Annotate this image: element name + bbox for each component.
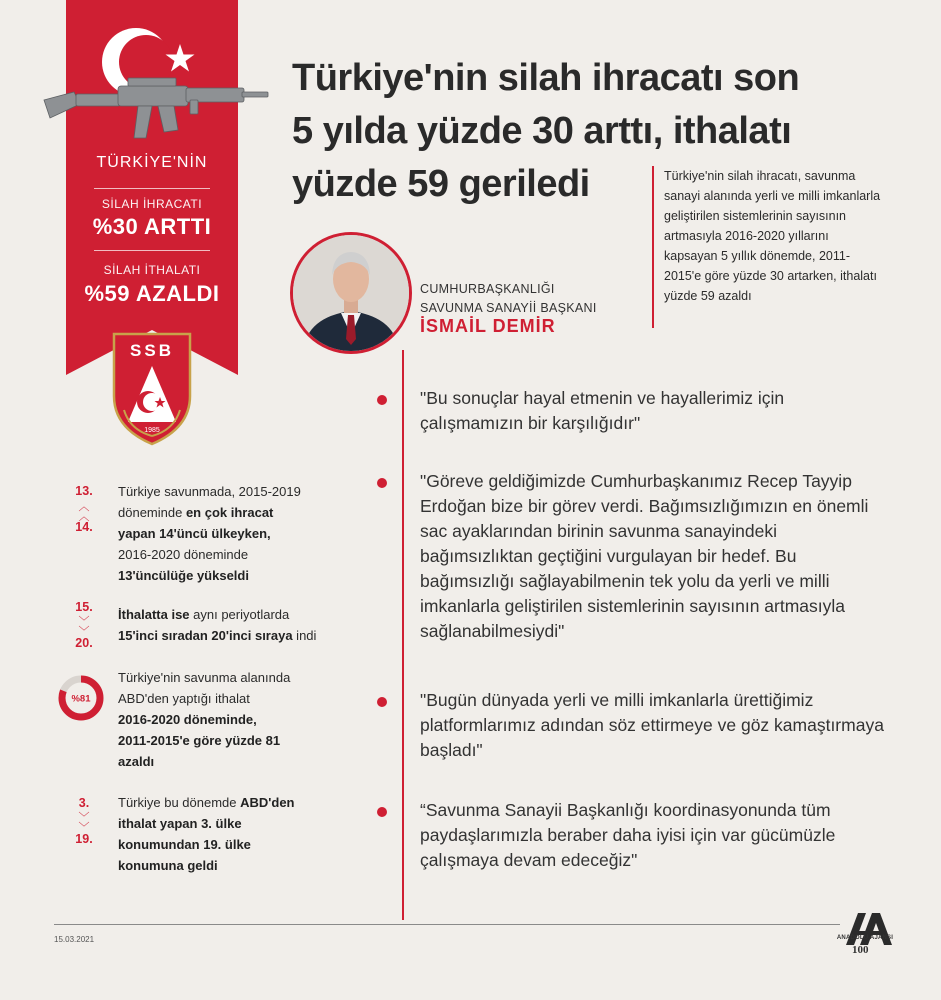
stat-emphasis: azaldı — [118, 754, 155, 769]
timeline-dot — [377, 395, 387, 405]
rifle-icon — [40, 60, 270, 155]
banner-divider — [94, 250, 210, 251]
rank-to: 20. — [75, 636, 93, 650]
double-chevron-down-icon: ﹀ ﹀ — [78, 616, 90, 638]
quote: "Göreve geldiğimizde Cumhurbaşkanımız Recep Tayyip Erdoğan bize bir görev verdi. Bağımsızlığımızın en önemli sac ayaklarından birinin savunma sanayindeki bağımsızlıktan geçtiğini vurgulayan bir hedef. Bu bağımsızlığı sağlayabilmenin tek yolu da yerli ve milli imkanlarla geliştirilen sistemlerinin sayısının artmasıyla sağlanabilmesiydi" — [420, 471, 869, 641]
person-silhouette-icon — [293, 235, 409, 351]
title-line: yüzde 59 geriledi — [292, 163, 590, 205]
stat-line — [118, 813, 358, 834]
ssb-emblem-icon — [110, 330, 194, 448]
stat-line — [118, 709, 358, 730]
stat-fragment: Türkiye bu dönemde — [118, 795, 241, 810]
ssb-year: 1985 — [144, 427, 160, 434]
person-name: İSMAİL DEMİR — [420, 316, 556, 336]
quote: “Savunma Sanayii Başkanlığı koordinasyonunda tüm paydaşlarımızla beraber daha iyisi için var gücümüzle çalışmaya devam edeceğiz" — [420, 800, 836, 870]
stat-line — [118, 730, 358, 751]
stat-line — [118, 502, 358, 523]
footer-divider — [54, 924, 840, 925]
stat-line: 2016-2020 döneminde — [118, 547, 249, 562]
stat-emphasis: konumuna geldi — [118, 858, 218, 873]
stat-line — [118, 855, 358, 876]
stat-text — [118, 667, 358, 772]
import-value: %59 AZALDI — [84, 281, 220, 306]
portrait — [290, 232, 412, 354]
percent-ring — [57, 674, 105, 722]
person-role — [420, 280, 597, 318]
stat-text — [118, 792, 358, 876]
title-line: 5 yılda yüzde 30 arttı, ithalatı — [292, 110, 792, 152]
export-value: %30 ARTTI — [92, 214, 212, 239]
stat-line — [118, 834, 358, 855]
export-label: SİLAH İHRACATI — [101, 197, 203, 211]
stat-line — [118, 523, 358, 544]
title-line: Türkiye'nin silah ihracatı son — [292, 57, 800, 99]
rank-from: 3. — [78, 796, 90, 810]
stat-line: Türkiye'nin savunma alanında — [118, 670, 291, 685]
summary-text: Türkiye'nin silah ihracatı, savunma sanayi alanında yerli ve milli imkanlarla geliştirilen sistemlerinin sayısının artmasıyla 2016-2020 yıllarını kapsayan 5 yıllık dönemde, 2011-2015'e göre yüzde 30 artarken, ithalatı yüzde 59 azaldı — [664, 169, 881, 303]
stat-emphasis: ABD'den — [240, 795, 295, 810]
stat-emphasis: İthalatta ise — [118, 607, 190, 622]
role-line: SAVUNMA SANAYİİ BAŞKANI — [420, 301, 597, 315]
rank-to: 14. — [75, 520, 93, 534]
stat-line — [118, 604, 358, 625]
import-label: SİLAH İTHALATI — [103, 263, 201, 277]
timeline-dot — [377, 697, 387, 707]
stat-emphasis: konumundan 19. ülke — [118, 837, 251, 852]
stat-line — [118, 792, 358, 813]
agency-name: ANADOLU AJANSI — [836, 935, 894, 941]
anniversary-mark: 100 — [852, 944, 869, 956]
stat-line — [118, 625, 358, 646]
stat-line — [118, 751, 358, 772]
stat-emphasis: en çok ihracat — [185, 505, 274, 520]
publish-date: 15.03.2021 — [54, 935, 95, 944]
timeline-dot — [377, 807, 387, 817]
stat-emphasis: 2016-2020 döneminde, — [118, 712, 257, 727]
rank-from: 13. — [75, 484, 93, 498]
double-chevron-up-icon: ︿ ︿ — [78, 501, 90, 523]
banner-divider — [94, 188, 210, 189]
quote: "Bu sonuçlar hayal etmenin ve hayallerimiz için çalışmamızın bir karşılığıdır" — [420, 388, 785, 433]
quote: "Bugün dünyada yerli ve milli imkanlarla ürettiğimiz platformlarımız adından söz ettirmeye ve göz kamaştırmaya başladı" — [420, 690, 884, 760]
stat-text — [118, 604, 358, 646]
stat-fragment: aynı periyotlarda — [189, 607, 290, 622]
stat-line: Türkiye savunmada, 2015-2019 — [118, 484, 301, 499]
stat-emphasis: yapan 14'üncü ülkeyken, — [118, 526, 271, 541]
stat-emphasis: 13'üncülüğe yükseldi — [118, 568, 249, 583]
rank-from: 15. — [75, 600, 93, 614]
ssb-letters: SSB — [130, 341, 174, 360]
stat-line: ABD'den yaptığı ithalat — [118, 691, 250, 706]
summary-accent-bar — [652, 166, 654, 328]
stat-fragment: indi — [292, 628, 317, 643]
stat-emphasis: 15'inci sıradan 20'inci sıraya — [118, 628, 293, 643]
stat-line — [118, 565, 358, 586]
double-chevron-down-icon: ﹀ ﹀ — [78, 812, 90, 834]
rank-to: 19. — [75, 832, 93, 846]
stat-fragment: döneminde — [118, 505, 186, 520]
stat-text — [118, 481, 358, 586]
stat-emphasis: ithalat yapan 3. ülke — [118, 816, 242, 831]
timeline-dot — [377, 478, 387, 488]
role-line: CUMHURBAŞKANLIĞI — [420, 282, 555, 296]
stat-emphasis: 2011-2015'e göre yüzde 81 — [118, 733, 281, 748]
timeline-line — [402, 350, 404, 920]
banner-heading: TÜRKİYE'NİN — [96, 154, 208, 171]
ring-label: %81 — [71, 693, 91, 705]
